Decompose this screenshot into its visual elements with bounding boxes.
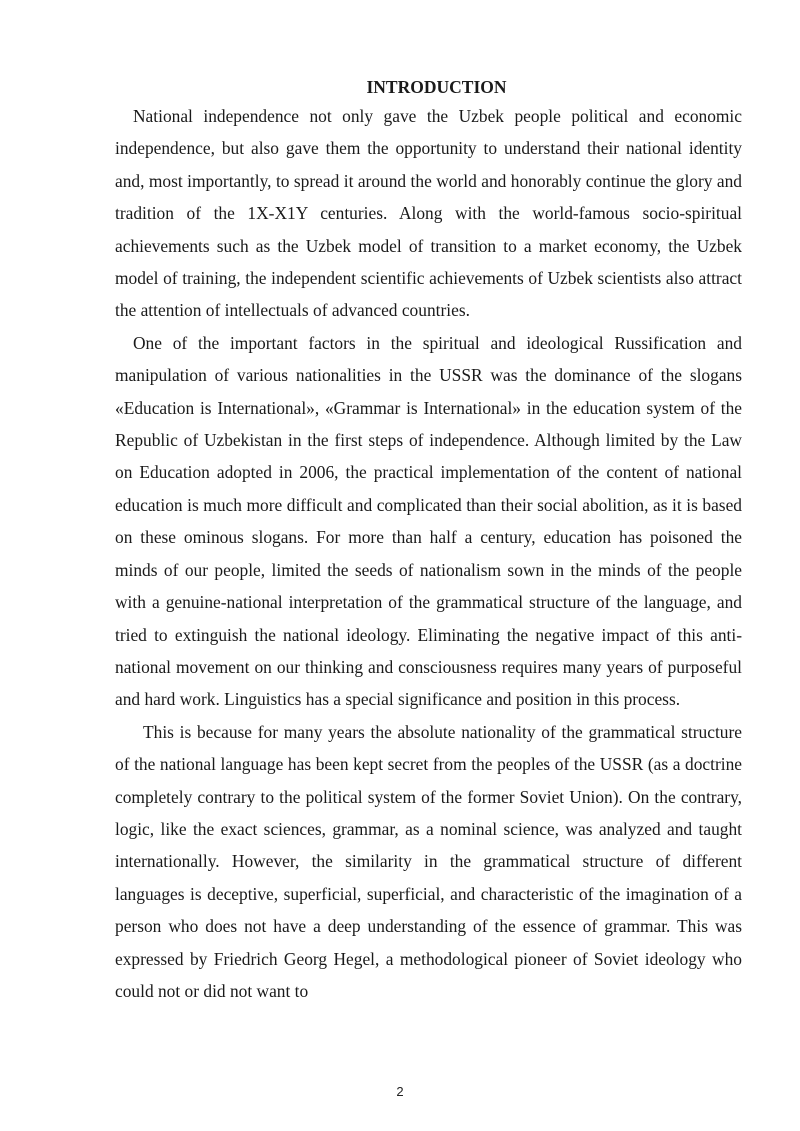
paragraph-1: National independence not only gave the Uzbek people political and economic independence, but also gave them the opportunity to understand their national identity and, most importantly, to spread it around the world and honorably continue the glory and tradition of the 1X-X1Y centuries. Along with the world-famous socio-spiritual achievements such as the Uzbek model of transition to a market economy, the Uzbek model of training, the independent scientific achievements of Uzbek scientists also attract the attention of intellectuals of advanced countries. bbox=[115, 106, 742, 321]
section-heading: INTRODUCTION bbox=[366, 77, 507, 97]
paragraph-2: One of the important factors in the spiritual and ideological Russification and manipulation of various nationalities in the USSR was the dominance of the slogans «Education is International», «Grammar is International» in the education system of the Republic of Uzbekistan in the first steps of independence. Although limited by the Law on Education adopted in 2006, the practical implementation of the content of national education is much more difficult and complicated than their social abolition, as it is based on these ominous slogans. For more than half a century, education has poisoned the minds of our people, limited the seeds of nationalism sown in the minds of the people with a genuine-national interpretation of the grammatical structure of the language, and tried to extinguish the national ideology. Eliminating the negative impact of this anti-national movement on our thinking and consciousness requires many years of purposeful and hard work. Linguistics has a special significance and position in this process. bbox=[115, 332, 742, 710]
paragraph-3: This is because for many years the absolute nationality of the grammatical structure of the national language has been kept secret from the peoples of the USSR (as a doctrine completely contrary to the political system of the former Soviet Union). On the contrary, logic, like the exact sciences, grammar, as a nominal science, was analyzed and taught internationally. However, the similarity in the grammatical structure of different languages is deceptive, superficial, superficial, and characteristic of the imagination of a person who does not have a deep understanding of the essence of grammar. This was expressed by Friedrich Georg Hegel, a methodological pioneer of Soviet ideology who could not or did not want to bbox=[115, 721, 742, 1001]
page-number: 2 bbox=[396, 1084, 404, 1099]
document-page bbox=[115, 74, 742, 1007]
